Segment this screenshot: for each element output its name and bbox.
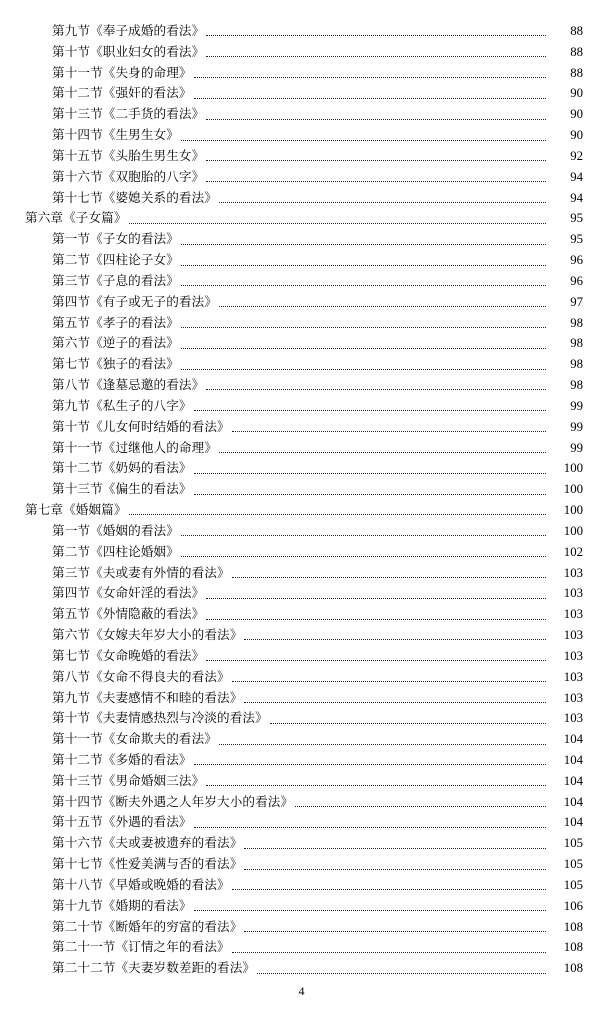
toc-section-entry[interactable] (0, 729, 603, 750)
dot-leader (232, 951, 546, 953)
dot-leader (206, 118, 546, 120)
toc-entry-title: 第十三节《偏生的看法》 (52, 481, 192, 497)
toc-entry-page-number: 96 (570, 253, 583, 268)
toc-section-entry[interactable] (0, 958, 603, 979)
dot-leader (181, 284, 546, 286)
dot-leader (181, 139, 546, 141)
toc-entry-title: 第一节《子女的看法》 (52, 231, 179, 247)
toc-section-entry[interactable] (0, 563, 603, 584)
toc-entry-title: 第十一节《女命欺夫的看法》 (52, 731, 218, 747)
toc-section-entry[interactable] (0, 229, 603, 250)
toc-entry-page-number: 108 (563, 940, 583, 955)
dot-leader (295, 805, 546, 807)
toc-entry-page-number: 104 (563, 794, 583, 809)
toc-section-entry[interactable] (0, 937, 603, 958)
toc-entry-page-number: 98 (570, 357, 583, 372)
dot-leader (270, 722, 546, 724)
toc-section-entry[interactable] (0, 417, 603, 438)
dot-leader (181, 347, 546, 349)
toc-section-entry[interactable] (0, 167, 603, 188)
toc-entry-title: 第十七节《婆媳关系的看法》 (52, 189, 218, 205)
toc-section-entry[interactable] (0, 604, 603, 625)
toc-section-entry[interactable] (0, 396, 603, 417)
dot-leader (206, 180, 546, 182)
dot-leader (206, 618, 546, 620)
dot-leader (232, 576, 546, 578)
dot-leader (181, 264, 546, 266)
toc-entry-title: 第一节《婚姻的看法》 (52, 522, 179, 538)
toc-entry-title: 第九节《夫妻感情不和睦的看法》 (52, 689, 243, 705)
toc-entry-page-number: 102 (563, 544, 583, 559)
dot-leader (206, 55, 546, 57)
toc-entry-title: 第三节《子息的看法》 (52, 272, 179, 288)
toc-entry-page-number: 95 (570, 211, 583, 226)
toc-entry-title: 第五节《孝子的看法》 (52, 314, 179, 330)
dot-leader (244, 868, 546, 870)
toc-entry-title: 第六节《女嫁夫年岁大小的看法》 (52, 627, 243, 643)
toc-entry-title: 第七章《婚姻篇》 (25, 502, 127, 518)
toc-entry-page-number: 100 (563, 523, 583, 538)
toc-entry-title: 第七节《独子的看法》 (52, 356, 179, 372)
toc-entry-page-number: 100 (563, 461, 583, 476)
toc-section-entry[interactable] (0, 688, 603, 709)
toc-entry-page-number: 99 (570, 440, 583, 455)
toc-entry-page-number: 105 (563, 836, 583, 851)
toc-section-entry[interactable] (0, 63, 603, 84)
toc-entry-page-number: 104 (563, 815, 583, 830)
dot-leader (206, 159, 546, 161)
toc-section-entry[interactable] (0, 583, 603, 604)
toc-section-entry[interactable] (0, 188, 603, 209)
toc-entry-page-number: 98 (570, 336, 583, 351)
toc-entry-title: 第十二节《强奸的看法》 (52, 85, 192, 101)
toc-section-entry[interactable] (0, 125, 603, 146)
toc-entry-title: 第六章《子女篇》 (25, 210, 127, 226)
dot-leader (244, 847, 546, 849)
toc-section-entry[interactable] (0, 21, 603, 42)
toc-entry-page-number: 99 (570, 398, 583, 413)
dot-leader (181, 368, 546, 370)
toc-entry-title: 第十节《儿女何时结婚的看法》 (52, 418, 230, 434)
dot-leader (206, 34, 546, 36)
dot-leader (257, 972, 546, 974)
toc-entry-page-number: 100 (563, 482, 583, 497)
toc-section-entry[interactable] (0, 146, 603, 167)
toc-entry-page-number: 108 (563, 961, 583, 976)
dot-leader (194, 76, 546, 78)
toc-entry-page-number: 90 (570, 86, 583, 101)
toc-entry-title: 第八节《逢墓忌邀的看法》 (52, 377, 205, 393)
toc-entry-page-number: 94 (570, 190, 583, 205)
toc-entry-title: 第四节《女命奸淫的看法》 (52, 585, 205, 601)
toc-entry-page-number: 105 (563, 877, 583, 892)
toc-entry-page-number: 103 (563, 648, 583, 663)
toc-entry-title: 第六节《逆子的看法》 (52, 335, 179, 351)
toc-section-entry[interactable] (0, 792, 603, 813)
toc-entry-title: 第十节《夫妻情感热烈与冷淡的看法》 (52, 710, 268, 726)
dot-leader (206, 388, 546, 390)
dot-leader (206, 784, 546, 786)
toc-chapter-entry[interactable] (0, 208, 603, 229)
toc-section-entry[interactable] (0, 250, 603, 271)
toc-entry-title: 第三节《夫或妻有外情的看法》 (52, 564, 230, 580)
toc-chapter-entry[interactable] (0, 500, 603, 521)
page-number: 4 (298, 984, 305, 998)
toc-section-entry[interactable] (0, 333, 603, 354)
dot-leader (219, 451, 546, 453)
toc-entry-title: 第二十一节《订情之年的看法》 (52, 939, 230, 955)
toc-entry-title: 第二十二节《夫妻岁数差距的看法》 (52, 960, 256, 976)
toc-entry-page-number: 97 (570, 294, 583, 309)
toc-entry-page-number: 98 (570, 378, 583, 393)
dot-leader (219, 305, 546, 307)
toc-entry-title: 第十二节《多婚的看法》 (52, 751, 192, 767)
toc-entry-page-number: 92 (570, 148, 583, 163)
toc-entry-page-number: 104 (563, 752, 583, 767)
dot-leader (232, 680, 546, 682)
toc-entry-page-number: 103 (563, 711, 583, 726)
toc-entry-page-number: 94 (570, 169, 583, 184)
toc-section-entry[interactable] (0, 854, 603, 875)
toc-entry-title: 第十八节《早婚或晚婚的看法》 (52, 876, 230, 892)
toc-entry-page-number: 88 (570, 24, 583, 38)
toc-entry-page-number: 103 (563, 628, 583, 643)
toc-entry-page-number: 104 (563, 773, 583, 788)
toc-entry-title: 第十四节《断夫外遇之人年岁大小的看法》 (52, 793, 294, 809)
toc-entry-page-number: 99 (570, 419, 583, 434)
dot-leader (232, 888, 546, 890)
toc-section-entry[interactable] (0, 833, 603, 854)
toc-entry-title: 第十七节《性爱美满与否的看法》 (52, 856, 243, 872)
toc-section-entry[interactable] (0, 292, 603, 313)
toc-entry-title: 第十四节《生男生女》 (52, 127, 179, 143)
dot-leader (206, 597, 546, 599)
toc-entry-title: 第十二节《奶妈的看法》 (52, 460, 192, 476)
dot-leader (181, 326, 546, 328)
toc-entry-title: 第九节《奉子成婚的看法》 (52, 23, 205, 38)
toc-section-entry[interactable] (0, 917, 603, 938)
toc-section-entry[interactable] (0, 708, 603, 729)
dot-leader (181, 243, 546, 245)
toc-section-entry[interactable] (0, 104, 603, 125)
toc-entry-title: 第十九节《婚期的看法》 (52, 897, 192, 913)
toc-section-entry[interactable] (0, 771, 603, 792)
dot-leader (129, 222, 546, 224)
toc-entry-title: 第十五节《外遇的看法》 (52, 814, 192, 830)
toc-entry-page-number: 103 (563, 565, 583, 580)
toc-entry-title: 第十六节《双胞胎的八字》 (52, 168, 205, 184)
toc-entry-title: 第十六节《夫或妻被遗弃的看法》 (52, 835, 243, 851)
dot-leader (194, 493, 546, 495)
toc-section-entry[interactable] (0, 521, 603, 542)
toc-entry-title: 第二节《四柱论子女》 (52, 252, 179, 268)
toc-entry-title: 第四节《有子或无子的看法》 (52, 293, 218, 309)
toc-section-entry[interactable] (0, 479, 603, 500)
toc-entry-title: 第七节《女命晚婚的看法》 (52, 647, 205, 663)
toc-entry-page-number: 90 (570, 128, 583, 143)
toc-section-entry[interactable] (0, 625, 603, 646)
toc-entry-title: 第二节《四柱论婚姻》 (52, 543, 179, 559)
dot-leader (181, 534, 546, 536)
dot-leader (181, 555, 546, 557)
toc-section-entry[interactable] (0, 438, 603, 459)
dot-leader (194, 826, 546, 828)
toc-entry-page-number: 108 (563, 919, 583, 934)
toc-entry-title: 第二十节《断婚年的穷富的看法》 (52, 918, 243, 934)
toc-entry-page-number: 95 (570, 232, 583, 247)
toc-section-entry[interactable] (0, 542, 603, 563)
dot-leader (232, 430, 546, 432)
toc-entry-title: 第十节《职业妇女的看法》 (52, 43, 205, 59)
toc-entry-page-number: 103 (563, 669, 583, 684)
toc-entry-title: 第八节《女命不得良夫的看法》 (52, 668, 230, 684)
toc-entry-title: 第五节《外情隐蔽的看法》 (52, 606, 205, 622)
dot-leader (194, 909, 546, 911)
toc-section-entry[interactable] (0, 458, 603, 479)
toc-entry-title: 第十一节《过继他人的命理》 (52, 439, 218, 455)
dot-leader (194, 409, 546, 411)
dot-leader (194, 97, 546, 99)
toc-section-entry[interactable] (0, 750, 603, 771)
toc-entry-title: 第九节《私生子的八字》 (52, 397, 192, 413)
toc-entry-page-number: 106 (563, 898, 583, 913)
toc-entry-title: 第十一节《失身的命理》 (52, 64, 192, 80)
toc-entry-page-number: 103 (563, 690, 583, 705)
toc-entry-title: 第十三节《二手货的看法》 (52, 106, 205, 122)
toc-section-entry[interactable] (0, 375, 603, 396)
toc-entry-page-number: 88 (570, 44, 583, 59)
toc-section-entry[interactable] (0, 812, 603, 833)
toc-section-entry[interactable] (0, 313, 603, 334)
toc-section-entry[interactable] (0, 646, 603, 667)
toc-section-entry[interactable] (0, 271, 603, 292)
toc-entry-page-number: 104 (563, 732, 583, 747)
dot-leader (206, 659, 546, 661)
dot-leader (129, 513, 546, 515)
toc-entry-page-number: 103 (563, 607, 583, 622)
toc-entry-page-number: 90 (570, 107, 583, 122)
toc-section-entry[interactable] (0, 875, 603, 896)
toc-section-entry[interactable] (0, 83, 603, 104)
dot-leader (244, 701, 546, 703)
toc-entry-title: 第十三节《男命婚姻三法》 (52, 772, 205, 788)
dot-leader (244, 638, 546, 640)
toc-entry-page-number: 98 (570, 315, 583, 330)
toc-entry-page-number: 100 (563, 503, 583, 518)
table-of-contents (0, 21, 603, 979)
toc-section-entry[interactable] (0, 354, 603, 375)
toc-entry-page-number: 88 (570, 65, 583, 80)
toc-entry-page-number: 105 (563, 857, 583, 872)
toc-entry-title: 第十五节《头胎生男生女》 (52, 147, 205, 163)
toc-entry-page-number: 96 (570, 273, 583, 288)
dot-leader (194, 763, 546, 765)
dot-leader (219, 743, 546, 745)
dot-leader (244, 930, 546, 932)
toc-section-entry[interactable] (0, 896, 603, 917)
dot-leader (194, 472, 546, 474)
toc-section-entry[interactable] (0, 667, 603, 688)
toc-section-entry[interactable] (0, 42, 603, 63)
toc-entry-page-number: 103 (563, 586, 583, 601)
dot-leader (219, 201, 546, 203)
